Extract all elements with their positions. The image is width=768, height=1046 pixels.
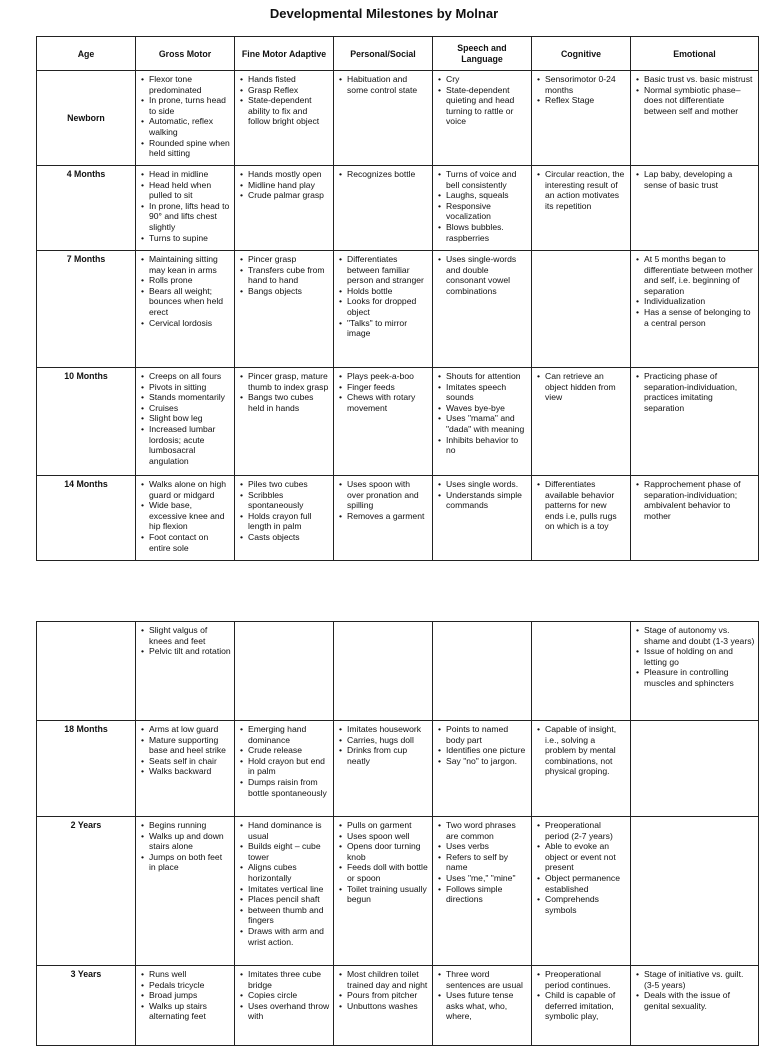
list-item: • Inhibits behavior to no bbox=[446, 435, 528, 456]
list-item: • Uses verbs bbox=[446, 841, 528, 852]
personal-social-cell bbox=[334, 817, 433, 966]
bullet-list bbox=[139, 479, 231, 553]
bullet-list bbox=[436, 371, 528, 456]
page-title: Developmental Milestones by Molnar bbox=[269, 6, 499, 21]
gross-motor-cell bbox=[136, 368, 235, 476]
bullet-list bbox=[535, 371, 627, 403]
emotional-cell bbox=[631, 251, 759, 368]
list-item: • Individualization bbox=[644, 296, 755, 307]
list-item: • Imitates three cube bridge bbox=[248, 969, 330, 990]
bullet-list bbox=[337, 371, 429, 413]
list-item: • Understands simple commands bbox=[446, 490, 528, 511]
list-item: • Pulls on garment bbox=[347, 820, 429, 831]
list-item: • Jumps on both feet in place bbox=[149, 852, 231, 873]
table-row bbox=[37, 721, 759, 817]
list-item: • Slight valgus of knees and feet bbox=[149, 625, 231, 646]
emotional-cell bbox=[631, 166, 759, 251]
fine-motor-adaptive-cell bbox=[235, 71, 334, 166]
bullet-list bbox=[436, 254, 528, 296]
list-item: • Pelvic tilt and rotation bbox=[149, 646, 231, 657]
emotional-cell bbox=[631, 71, 759, 166]
list-item: • Scribbles spontaneously bbox=[248, 490, 330, 511]
list-item: • Head in midline bbox=[149, 169, 231, 180]
cognitive-cell bbox=[532, 966, 631, 1046]
list-item: • Wide base, excessive knee and hip flexion bbox=[149, 500, 231, 532]
list-item: • Bangs objects bbox=[248, 286, 330, 297]
list-item: • Casts objects bbox=[248, 532, 330, 543]
header-cognitive: Cognitive bbox=[532, 37, 631, 71]
list-item: • Refers to self by name bbox=[446, 852, 528, 873]
speech-language-cell bbox=[433, 817, 532, 966]
list-item: • Circular reaction, the interesting result of an action motivates its repetition bbox=[545, 169, 627, 211]
bullet-list bbox=[634, 625, 755, 689]
list-item: • Can retrieve an object hidden from view bbox=[545, 371, 627, 403]
gross-motor-cell bbox=[136, 721, 235, 817]
list-item: • Able to evoke an object or event not present bbox=[545, 841, 627, 873]
list-item: • Crude release bbox=[248, 745, 330, 756]
bullet-list bbox=[238, 969, 330, 1022]
list-item: • Cervical lordosis bbox=[149, 318, 231, 329]
cognitive-cell bbox=[532, 71, 631, 166]
list-item: • Points to named body part bbox=[446, 724, 528, 745]
bullet-list bbox=[535, 820, 627, 915]
list-item: • Uses "me," "mine" bbox=[446, 873, 528, 884]
list-item: • Transfers cube from hand to hand bbox=[248, 265, 330, 286]
list-item: • Differentiates between familiar person and stranger bbox=[347, 254, 429, 286]
list-item: • Copies circle bbox=[248, 990, 330, 1001]
list-item: • Has a sense of belonging to a central person bbox=[644, 307, 755, 328]
list-item: • Responsive vocalization bbox=[446, 201, 528, 222]
personal-social-cell bbox=[334, 966, 433, 1046]
list-item: • Hands mostly open bbox=[248, 169, 330, 180]
cognitive-cell bbox=[532, 721, 631, 817]
fine-motor-adaptive-cell bbox=[235, 817, 334, 966]
header-speech-language: Speech and Language bbox=[433, 37, 532, 71]
bullet-list bbox=[634, 254, 755, 328]
list-item: • Runs well bbox=[149, 969, 231, 980]
age-cell: 18 Months bbox=[37, 721, 136, 817]
bullet-list bbox=[436, 74, 528, 127]
list-item: • Broad jumps bbox=[149, 990, 231, 1001]
age-cell: 3 Years bbox=[37, 966, 136, 1046]
bullet-list bbox=[436, 820, 528, 905]
personal-social-cell bbox=[334, 476, 433, 561]
list-item: • Most children toilet trained day and night bbox=[347, 969, 429, 990]
list-item: • Carries, hugs doll bbox=[347, 735, 429, 746]
list-item: • At 5 months began to differentiate between mother and self, i.e. beginning of separation bbox=[644, 254, 755, 296]
list-item: • between thumb and fingers bbox=[248, 905, 330, 926]
milestones-table-part-1 bbox=[36, 36, 759, 561]
list-item: • Bears all weight; bounces when held erect bbox=[149, 286, 231, 318]
list-item: • Walks up stairs alternating feet bbox=[149, 1001, 231, 1022]
personal-social-cell bbox=[334, 71, 433, 166]
bullet-list bbox=[535, 969, 627, 1022]
list-item: • In prone, lifts head to 90° and lifts chest slightly bbox=[149, 201, 231, 233]
list-item: • Hold crayon but end in palm bbox=[248, 756, 330, 777]
list-item: • Emerging hand dominance bbox=[248, 724, 330, 745]
fine-motor-adaptive-cell bbox=[235, 476, 334, 561]
list-item: • Hand dominance is usual bbox=[248, 820, 330, 841]
emotional-cell bbox=[631, 817, 759, 966]
list-item: • Pours from pitcher bbox=[347, 990, 429, 1001]
cognitive-cell bbox=[532, 368, 631, 476]
speech-language-cell bbox=[433, 71, 532, 166]
cognitive-cell bbox=[532, 817, 631, 966]
bullet-list bbox=[337, 724, 429, 766]
gross-motor-cell bbox=[136, 817, 235, 966]
list-item: • Increased lumbar lordosis; acute lumbosacral angulation bbox=[149, 424, 231, 466]
bullet-list bbox=[238, 371, 330, 413]
list-item: • Issue of holding on and letting go bbox=[644, 646, 755, 667]
list-item: • Two word phrases are common bbox=[446, 820, 528, 841]
list-item: • Shouts for attention bbox=[446, 371, 528, 382]
list-item: • Deals with the issue of genital sexuality. bbox=[644, 990, 755, 1011]
fine-motor-adaptive-cell bbox=[235, 622, 334, 721]
list-item: • Places pencil shaft bbox=[248, 894, 330, 905]
gross-motor-cell bbox=[136, 251, 235, 368]
table-row bbox=[37, 368, 759, 476]
list-item: • Stage of autonomy vs. shame and doubt (1-3 years) bbox=[644, 625, 755, 646]
personal-social-cell bbox=[334, 721, 433, 817]
emotional-cell bbox=[631, 368, 759, 476]
cognitive-cell bbox=[532, 251, 631, 368]
list-item: • Feeds doll with bottle or spoon bbox=[347, 862, 429, 883]
bullet-list bbox=[139, 625, 231, 657]
speech-language-cell bbox=[433, 622, 532, 721]
list-item: • Preoperational period continues. bbox=[545, 969, 627, 990]
personal-social-cell bbox=[334, 166, 433, 251]
gross-motor-cell bbox=[136, 71, 235, 166]
bullet-list bbox=[634, 479, 755, 521]
list-item: • Uses spoon with over pronation and spilling bbox=[347, 479, 429, 511]
header-fine-motor-adaptive: Fine Motor Adaptive bbox=[235, 37, 334, 71]
bullet-list bbox=[436, 479, 528, 511]
list-item: • Toilet training usually begun bbox=[347, 884, 429, 905]
list-item: • Turns to supine bbox=[149, 233, 231, 244]
list-item: • Waves bye-bye bbox=[446, 403, 528, 414]
list-item: • Turns of voice and bell consistently bbox=[446, 169, 528, 190]
list-item: • Builds eight – cube tower bbox=[248, 841, 330, 862]
list-item: • Uses single-words and double consonant vowel combinations bbox=[446, 254, 528, 296]
list-item: • State-dependent ability to fix and follow bright object bbox=[248, 95, 330, 127]
personal-social-cell bbox=[334, 251, 433, 368]
list-item: • Three word sentences are usual bbox=[446, 969, 528, 990]
age-cell: Newborn bbox=[37, 71, 136, 166]
list-item: • Opens door turning knob bbox=[347, 841, 429, 862]
age-cell: 2 Years bbox=[37, 817, 136, 966]
list-item: • Rounded spine when held sitting bbox=[149, 138, 231, 159]
list-item: • Aligns cubes horizontally bbox=[248, 862, 330, 883]
personal-social-cell bbox=[334, 368, 433, 476]
list-item: • Slight bow leg bbox=[149, 413, 231, 424]
list-item: • In prone, turns head to side bbox=[149, 95, 231, 116]
list-item: • Practicing phase of separation-individuation, practices imitating separation bbox=[644, 371, 755, 413]
list-item: • Capable of insight, i.e., solving a problem by mental combinations, not physical groping. bbox=[545, 724, 627, 777]
list-item: • Walks backward bbox=[149, 766, 231, 777]
bullet-list bbox=[238, 479, 330, 543]
table-row bbox=[37, 476, 759, 561]
list-item: • Walks up and down stairs alone bbox=[149, 831, 231, 852]
list-item: • Dumps raisin from bottle spontaneously bbox=[248, 777, 330, 798]
bullet-list bbox=[139, 169, 231, 243]
list-item: • Hands fisted bbox=[248, 74, 330, 85]
bullet-list bbox=[337, 74, 429, 95]
bullet-list bbox=[238, 169, 330, 201]
bullet-list bbox=[634, 371, 755, 413]
gross-motor-cell bbox=[136, 966, 235, 1046]
bullet-list bbox=[337, 254, 429, 339]
bullet-list bbox=[634, 169, 755, 190]
bullet-list bbox=[337, 820, 429, 905]
bullet-list bbox=[139, 820, 231, 873]
list-item: • Child is capable of deferred imitation, symbolic play, bbox=[545, 990, 627, 1022]
table-row bbox=[37, 966, 759, 1046]
list-item: • Imitates vertical line bbox=[248, 884, 330, 895]
bullet-list bbox=[238, 724, 330, 798]
list-item: • Uses single words. bbox=[446, 479, 528, 490]
list-item: • Uses future tense asks what, who, where, bbox=[446, 990, 528, 1022]
bullet-list bbox=[337, 969, 429, 1011]
list-item: • Holds crayon full length in palm bbox=[248, 511, 330, 532]
list-item: • Imitates speech sounds bbox=[446, 382, 528, 403]
list-item: • Normal symbiotic phase– does not differentiate between self and mother bbox=[644, 85, 755, 117]
age-cell: 7 Months bbox=[37, 251, 136, 368]
cognitive-cell bbox=[532, 622, 631, 721]
cognitive-cell bbox=[532, 476, 631, 561]
list-item: • Looks for dropped object bbox=[347, 296, 429, 317]
cognitive-cell bbox=[532, 166, 631, 251]
list-item: • Pincer grasp, mature thumb to index grasp bbox=[248, 371, 330, 392]
speech-language-cell bbox=[433, 368, 532, 476]
list-item: • Cruises bbox=[149, 403, 231, 414]
milestones-table-part-2 bbox=[36, 621, 759, 1046]
list-item: • Differentiates available behavior patterns for new ends i.e, pulls rugs on which is a toy bbox=[545, 479, 627, 532]
list-item: • Pivots in sitting bbox=[149, 382, 231, 393]
list-item: • Comprehends symbols bbox=[545, 894, 627, 915]
bullet-list bbox=[238, 820, 330, 947]
bullet-list bbox=[139, 371, 231, 466]
bullet-list bbox=[337, 479, 429, 521]
table-row bbox=[37, 166, 759, 251]
list-item: • Cry bbox=[446, 74, 528, 85]
fine-motor-adaptive-cell bbox=[235, 966, 334, 1046]
list-item: • Seats self in chair bbox=[149, 756, 231, 767]
list-item: • Uses overhand throw with bbox=[248, 1001, 330, 1022]
bullet-list bbox=[238, 74, 330, 127]
list-item: • Removes a garment bbox=[347, 511, 429, 522]
list-item: • Unbuttons washes bbox=[347, 1001, 429, 1012]
list-item: • Plays peek-a-boo bbox=[347, 371, 429, 382]
list-item: • Chews with rotary movement bbox=[347, 392, 429, 413]
list-item: • Pedals tricycle bbox=[149, 980, 231, 991]
table-row bbox=[37, 71, 759, 166]
list-item: • Holds bottle bbox=[347, 286, 429, 297]
list-item: • Finger feeds bbox=[347, 382, 429, 393]
bullet-list bbox=[535, 724, 627, 777]
gross-motor-cell bbox=[136, 622, 235, 721]
list-item: • Creeps on all fours bbox=[149, 371, 231, 382]
emotional-cell bbox=[631, 966, 759, 1046]
list-item: • Drinks from cup neatly bbox=[347, 745, 429, 766]
list-item: • Imitates housework bbox=[347, 724, 429, 735]
header-age: Age bbox=[37, 37, 136, 71]
list-item: • Maintaining sitting may kean in arms bbox=[149, 254, 231, 275]
table-row bbox=[37, 622, 759, 721]
bullet-list bbox=[139, 74, 231, 159]
list-item: • Draws with arm and wrist action. bbox=[248, 926, 330, 947]
gross-motor-cell bbox=[136, 476, 235, 561]
list-item: • Automatic, reflex walking bbox=[149, 116, 231, 137]
list-item: • Bangs two cubes held in hands bbox=[248, 392, 330, 413]
list-item: • Recognizes bottle bbox=[347, 169, 429, 180]
age-cell bbox=[37, 622, 136, 721]
bullet-list bbox=[634, 969, 755, 1011]
age-cell: 4 Months bbox=[37, 166, 136, 251]
list-item: • Piles two cubes bbox=[248, 479, 330, 490]
list-item: • Say "no" to jargon. bbox=[446, 756, 528, 767]
speech-language-cell bbox=[433, 966, 532, 1046]
bullet-list bbox=[535, 479, 627, 532]
bullet-list bbox=[436, 724, 528, 766]
list-item: • Uses "mama" and "dada" with meaning bbox=[446, 413, 528, 434]
list-item: • Pincer grasp bbox=[248, 254, 330, 265]
list-item: • Reflex Stage bbox=[545, 95, 627, 106]
bullet-list bbox=[238, 254, 330, 296]
list-item: • Grasp Reflex bbox=[248, 85, 330, 96]
fine-motor-adaptive-cell bbox=[235, 251, 334, 368]
list-item: • Uses spoon well bbox=[347, 831, 429, 842]
list-item: • Identifies one picture bbox=[446, 745, 528, 756]
emotional-cell bbox=[631, 622, 759, 721]
bullet-list bbox=[139, 969, 231, 1022]
bullet-list bbox=[634, 74, 755, 116]
bullet-list bbox=[436, 969, 528, 1022]
bullet-list bbox=[139, 724, 231, 777]
list-item: • Sensorimotor 0-24 months bbox=[545, 74, 627, 95]
list-item: • Rolls prone bbox=[149, 275, 231, 286]
list-item: • Stands momentarily bbox=[149, 392, 231, 403]
header-gross-motor: Gross Motor bbox=[136, 37, 235, 71]
list-item: • Head held when pulled to sit bbox=[149, 180, 231, 201]
list-item: • Mature supporting base and heel strike bbox=[149, 735, 231, 756]
list-item: • Rapprochement phase of separation-individuation; ambivalent behavior to mother bbox=[644, 479, 755, 521]
list-item: • Walks alone on high guard or midgard bbox=[149, 479, 231, 500]
fine-motor-adaptive-cell bbox=[235, 368, 334, 476]
speech-language-cell bbox=[433, 476, 532, 561]
fine-motor-adaptive-cell bbox=[235, 721, 334, 817]
personal-social-cell bbox=[334, 622, 433, 721]
fine-motor-adaptive-cell bbox=[235, 166, 334, 251]
list-item: • Blows bubbles. raspberries bbox=[446, 222, 528, 243]
list-item: • Follows simple directions bbox=[446, 884, 528, 905]
emotional-cell bbox=[631, 476, 759, 561]
emotional-cell bbox=[631, 721, 759, 817]
list-item: • Object permanence established bbox=[545, 873, 627, 894]
table-row bbox=[37, 817, 759, 966]
bullet-list bbox=[337, 169, 429, 180]
header-emotional: Emotional bbox=[631, 37, 759, 71]
list-item: • Laughs, squeals bbox=[446, 190, 528, 201]
age-cell: 14 Months bbox=[37, 476, 136, 561]
list-item: • Preoperational period (2-7 years) bbox=[545, 820, 627, 841]
list-item: • Basic trust vs. basic mistrust bbox=[644, 74, 755, 85]
bullet-list bbox=[436, 169, 528, 243]
list-item: • Pleasure in controlling muscles and sphincters bbox=[644, 667, 755, 688]
list-item: • State-dependent quieting and head turning to rattle or voice bbox=[446, 85, 528, 127]
header-row bbox=[37, 37, 759, 71]
speech-language-cell bbox=[433, 721, 532, 817]
list-item: • Stage of initiative vs. guilt. (3-5 years) bbox=[644, 969, 755, 990]
speech-language-cell bbox=[433, 251, 532, 368]
header-personal-social: Personal/Social bbox=[334, 37, 433, 71]
speech-language-cell bbox=[433, 166, 532, 251]
bullet-list bbox=[535, 169, 627, 211]
list-item: • Midline hand play bbox=[248, 180, 330, 191]
list-item: • Lap baby, developing a sense of basic trust bbox=[644, 169, 755, 190]
list-item: • Arms at low guard bbox=[149, 724, 231, 735]
bullet-list bbox=[535, 74, 627, 106]
table-row bbox=[37, 251, 759, 368]
age-cell: 10 Months bbox=[37, 368, 136, 476]
list-item: • Begins running bbox=[149, 820, 231, 831]
gross-motor-cell bbox=[136, 166, 235, 251]
list-item: • Flexor tone predominated bbox=[149, 74, 231, 95]
list-item: • "Talks" to mirror image bbox=[347, 318, 429, 339]
bullet-list bbox=[139, 254, 231, 328]
list-item: • Habituation and some control state bbox=[347, 74, 429, 95]
list-item: • Foot contact on entire sole bbox=[149, 532, 231, 553]
list-item: • Crude palmar grasp bbox=[248, 190, 330, 201]
